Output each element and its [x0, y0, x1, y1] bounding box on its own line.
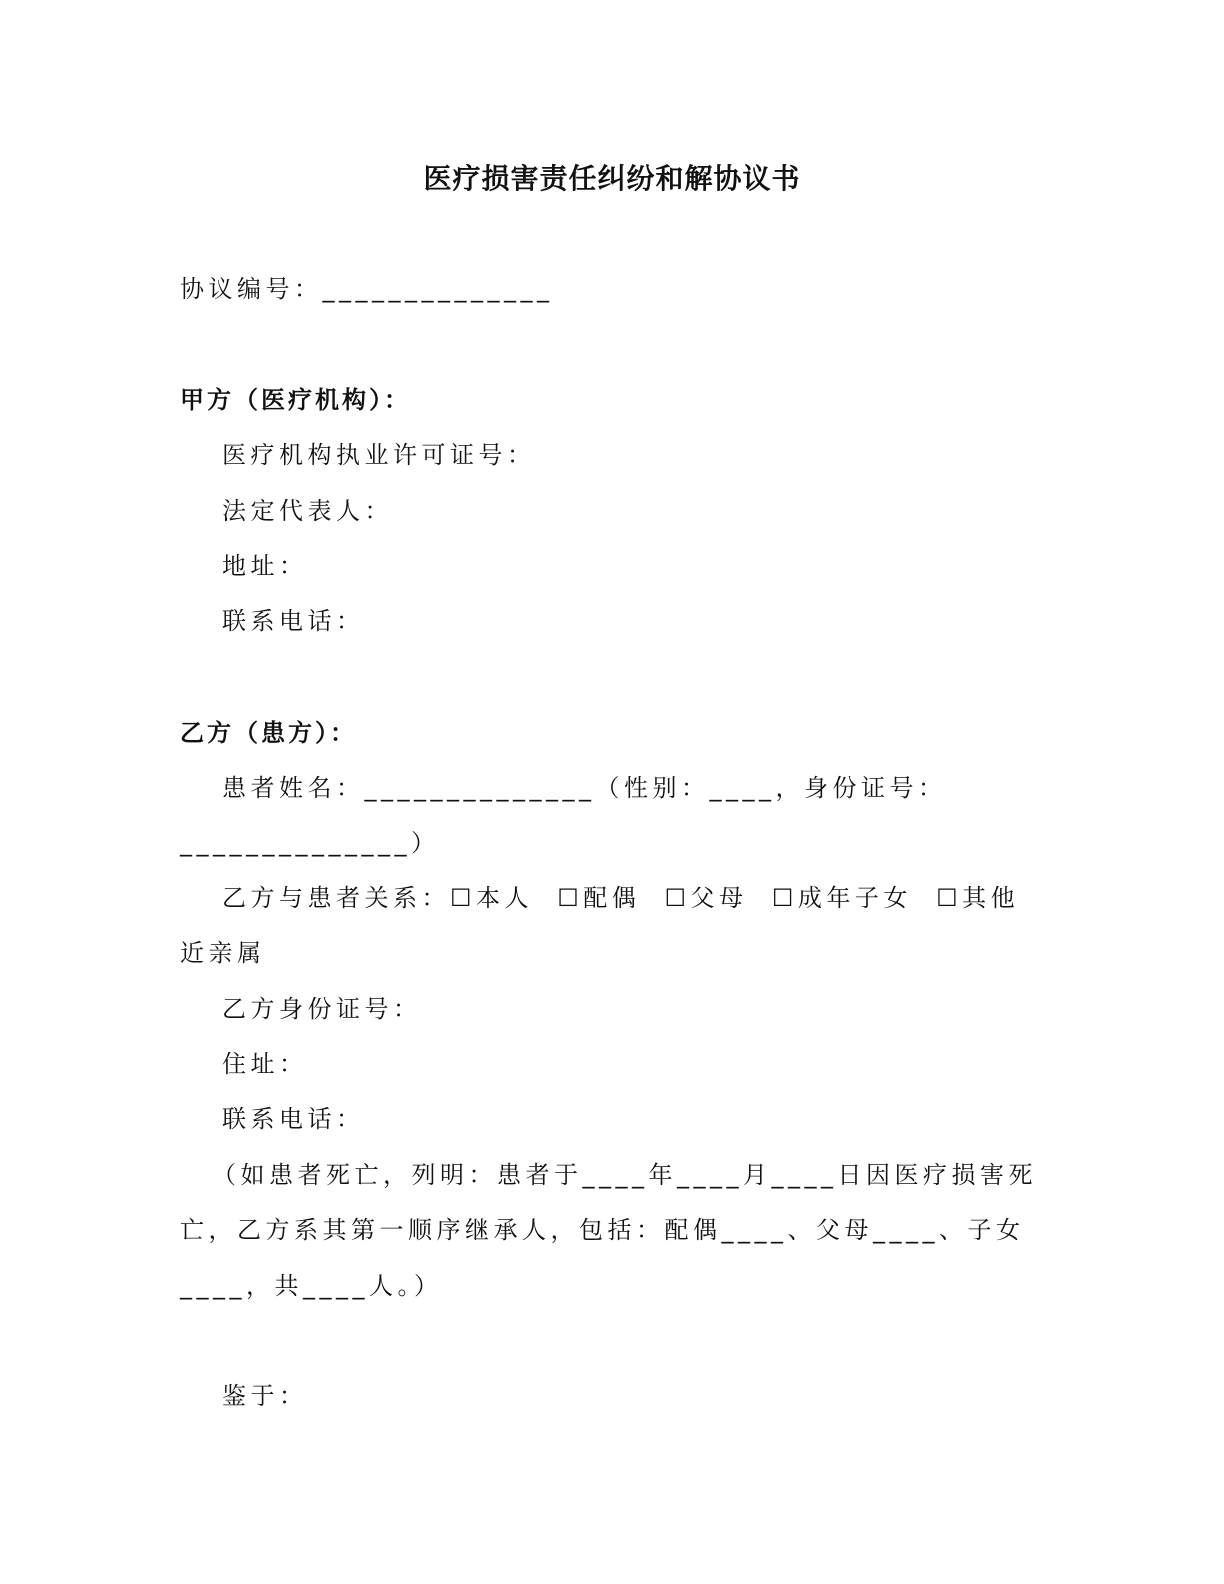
- patient-info-line: 患者姓名：______________（性别：____，身份证号：: [222, 774, 947, 802]
- agreement-number: 协议编号：______________: [180, 275, 554, 303]
- death-clause-line: ____，共____人。）: [180, 1272, 443, 1300]
- party-a-phone: 联系电话：: [222, 607, 365, 635]
- death-clause-line: 亡，乙方系其第一顺序继承人，包括：配偶____、父母____、子女: [180, 1216, 1025, 1244]
- party-b-heading: 乙方（患方）：: [180, 719, 357, 747]
- party-a-license: 医疗机构执业许可证号：: [222, 441, 536, 469]
- party-a-legal-rep: 法定代表人：: [222, 497, 393, 525]
- party-b-phone: 联系电话：: [222, 1105, 365, 1133]
- relation-line: 近亲属: [180, 939, 266, 967]
- document-title: 医疗损害责任纠纷和解协议书: [423, 162, 801, 195]
- whereas-heading: 鉴于：: [222, 1382, 308, 1410]
- death-clause-line: （如患者死亡，列明：患者于____年____月____日因医疗损害死: [212, 1161, 1037, 1189]
- party-b-residence: 住址：: [222, 1050, 308, 1078]
- party-a-heading: 甲方（医疗机构）：: [180, 386, 411, 414]
- relation-line: 乙方与患者关系：☐本人 ☐配偶 ☐父母 ☐成年子女 ☐其他: [222, 884, 1020, 912]
- party-a-address: 地址：: [222, 552, 308, 580]
- party-b-id: 乙方身份证号：: [222, 995, 422, 1023]
- patient-info-line: ______________）: [180, 829, 440, 857]
